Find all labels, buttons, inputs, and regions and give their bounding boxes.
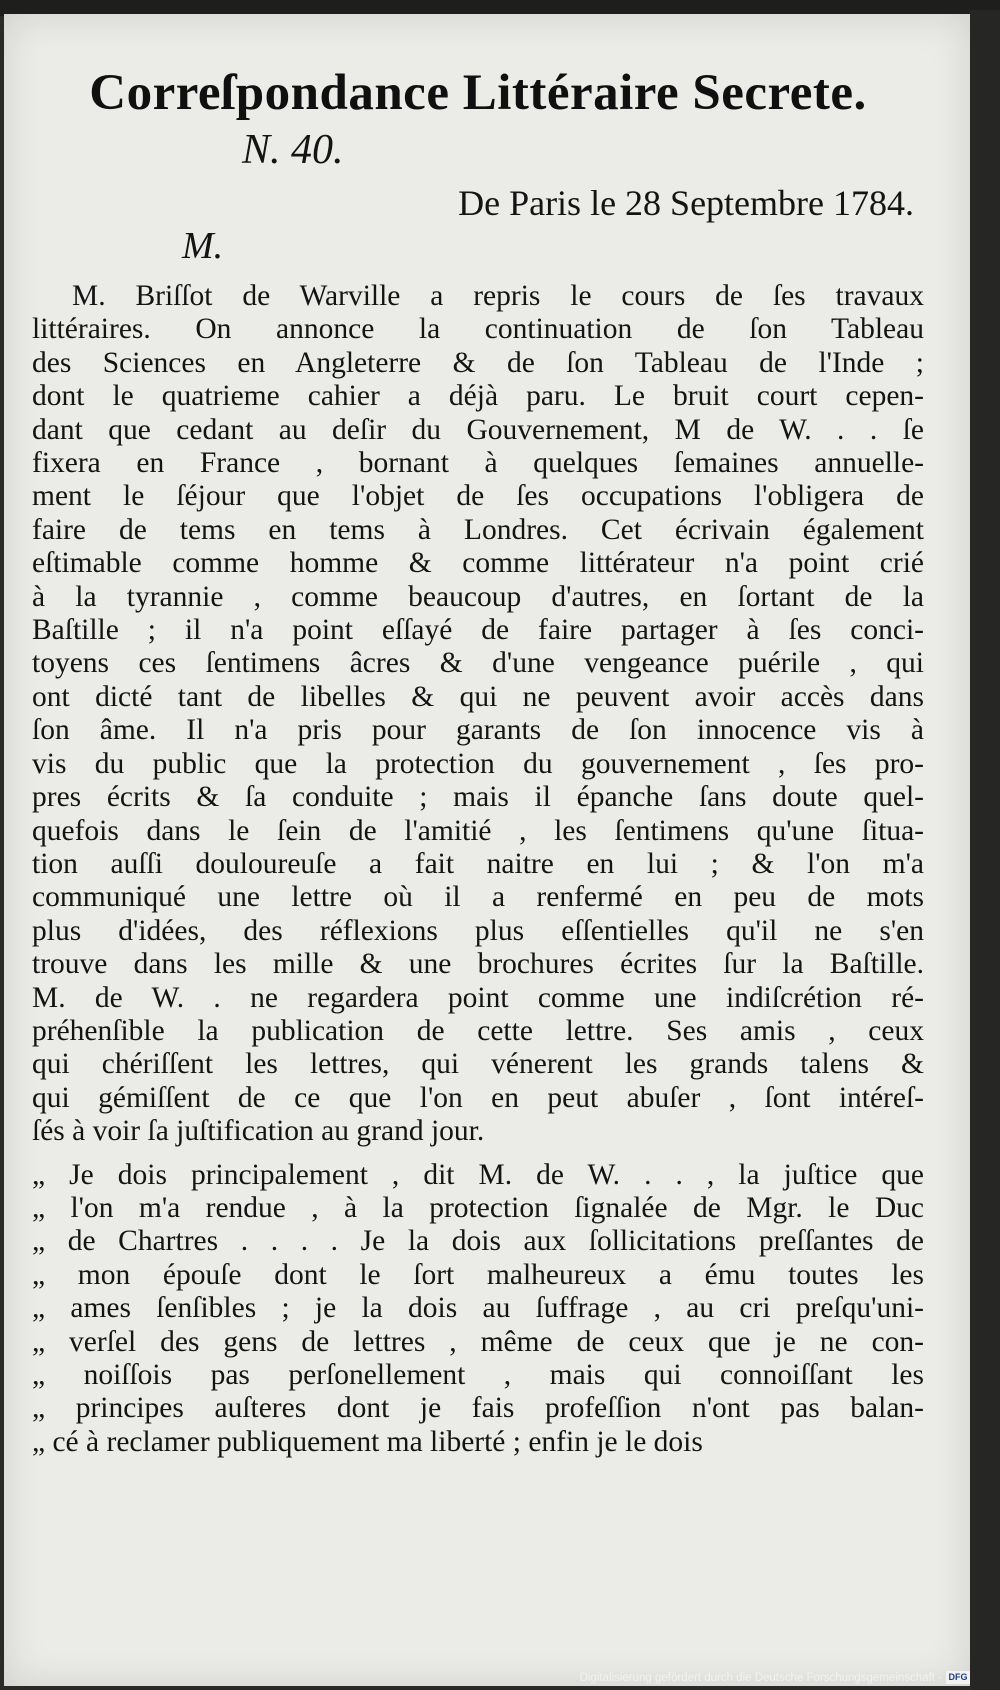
paragraph-line: ment le ſéjour que l'objet de ſes occupations l'obligera de [32,480,924,513]
quote-line: „ mon épouſe dont le ſort malheureux a ému toutes les [32,1258,924,1291]
paragraph-line: littéraires. On annonce la continuation de ſon Tableau [32,313,924,346]
digitization-credit [560,1668,970,1688]
paragraph-line: toyens ces ſentimens âcres & d'une vengeance puérile , qui [32,647,924,680]
page-content [32,64,924,1459]
paragraph-line: qui chériſſent les lettres, qui vénerent les grands talens & [32,1048,924,1081]
dateline: De Paris le 28 Septembre 1784. [458,183,914,223]
paragraph-line: ont dicté tant de libelles & qui ne peuvent avoir accès dans [32,680,924,713]
credit-text: Digitalisierung gefördert durch die Deutsche Forschungsgemeinschaft - [579,1672,942,1684]
page-title: Correſpondance Littéraire Secrete. [89,65,867,121]
paragraph-line: des Sciences en Angleterre & de ſon Tableau de l'Inde ; [32,346,924,379]
paragraph-line: à la tyrannie , comme beaucoup d'autres, en ſortant de la [32,580,924,613]
issue-number: N. 40. [242,127,344,173]
quote-line: „ cé à reclamer publiquement ma liberté ; enfin je le dois [32,1425,703,1458]
quoted-letter [32,1159,924,1460]
quote-line: „ principes auſteres dont je fais profeſſion n'ont pas balan- [32,1392,924,1425]
paragraph-line: dont le quatrieme cahier a déjà paru. Le bruit court cepen- [32,380,924,413]
quote-line: „ Je dois principalement , dit M. de W. . . , la juſtice que [32,1158,924,1191]
quote-line: „ noiſſois pas perſonellement , mais qui connoiſſant les [32,1359,924,1391]
scan-right-edge [970,10,1000,1690]
paragraph-line: plus d'idées, des réflexions plus eſſentielles qu'il ne s'en [32,914,924,947]
body-paragraph [32,280,924,1149]
paragraph-line: fixera en France , bornant à quelques ſemaines annuelle- [32,447,924,480]
paragraph-line: vis du public que la protection du gouvernement , ſes pro- [32,747,924,780]
quote-line: „ ames ſenſibles ; je la dois au ſuffrage , au cri preſqu'uni- [32,1292,924,1325]
paragraph-line: trouve dans les mille & une brochures écrites ſur la Baſtille. [32,948,924,981]
salutation: M. [182,225,224,267]
paragraph-line: Baſtille ; il n'a point eſſayé de faire partager à ſes conci- [32,614,924,647]
paragraph-line: pres écrits & ſa conduite ; mais il épanche ſans doute quel- [32,781,924,814]
paragraph-line: dant que cedant au deſir du Gouvernement, M de W. . . ſe [32,413,924,446]
paragraph-line: M. Briſſot de Warville a repris le cours de ſes travaux [72,280,924,312]
quote-line: „ de Chartres . . . . Je la dois aux ſollicitations preſſantes de [32,1225,924,1258]
paragraph-line: faire de tems en tems à Londres. Cet écrivain également [32,513,924,546]
document-page [4,14,970,1686]
paragraph-line: tion auſſi douloureuſe a fait naitre en lui ; & l'on m'a [32,847,924,880]
paragraph-line: quefois dans le ſein de l'amitié , les ſentimens qu'une ſitua- [32,814,924,847]
paragraph-line: ſés à voir ſa juſtification au grand jour. [32,1115,485,1148]
dfg-logo: DFG [946,1671,970,1684]
paragraph-line: préhenſible la publication de cette lettre. Ses amis , ceux [32,1014,924,1047]
paragraph-line: M. de W. . ne regardera point comme une indiſcrétion ré- [32,981,924,1014]
paragraph-line: ſon âme. Il n'a pris pour garants de ſon innocence vis à [32,714,924,747]
quote-line: „ verſel des gens de lettres , même de ceux que je ne con- [32,1325,924,1358]
paragraph-line: qui gémiſſent de ce que l'on en peut abuſer , ſont intéreſ- [32,1081,924,1114]
paragraph-line: eſtimable comme homme & comme littérateur n'a point crié [32,547,924,580]
quote-line: „ l'on m'a rendue , à la protection ſignalée de Mgr. le Duc [32,1191,924,1224]
paragraph-line: communiqué une lettre où il a renfermé en peu de mots [32,881,924,914]
